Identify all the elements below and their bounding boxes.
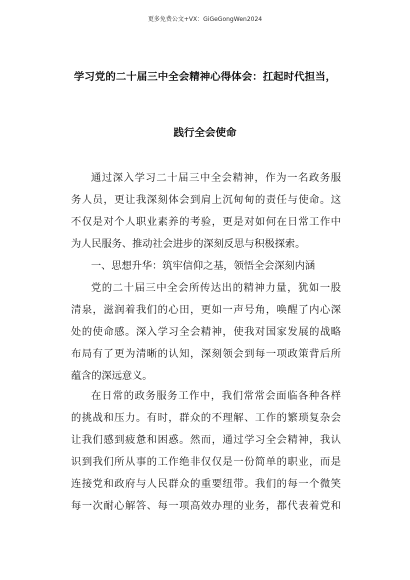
- paragraph-line: 通过深入学习二十届三中全会精神，作为一名政务服: [91, 173, 341, 184]
- paragraph-line: 的挑战和压力。有时，群众的不理解、工作的繁琐复杂会: [71, 413, 341, 424]
- paragraph-line: 让我们感到疲惫和困惑。然而，通过学习全会精神，我认: [71, 435, 341, 446]
- document-title-line-2: 践行全会使命: [173, 127, 237, 139]
- header-note: 更多免费公文+VX：GiGeGongWen2024: [147, 16, 263, 23]
- paragraph-line: 布局有了更为清晰的认知，深刻领会到每一项政策背后所: [71, 349, 341, 360]
- paragraph-line: 清泉，滋润着我们的心田，更如一声号角，唤醒了内心深: [71, 305, 341, 316]
- section-heading-text: 一、思想升华：筑牢信仰之基，领悟全会深刻内涵: [91, 261, 316, 272]
- paragraph-line: 为人民服务、推动社会进步的深刻反思与积极探索。: [71, 239, 306, 250]
- paragraph-line: 连接党和政府与人民群众的重要纽带。我们的每一个微笑: [71, 479, 341, 490]
- paragraph-line: 党的二十届三中全会所传达出的精神力量，犹如一股: [91, 283, 341, 294]
- paragraph-line: 蕴含的深远意义。: [71, 371, 153, 382]
- paragraph-line: 识到我们所从事的工作绝非仅仅是一份简单的职业，而是: [71, 457, 341, 468]
- paragraph-line: 每一次耐心解答、每一项高效办理的业务，都代表着党和: [71, 501, 341, 512]
- document-title-line-1: 学习党的二十届三中全会精神心得体会：扛起时代担当，: [73, 71, 337, 83]
- paragraph-line: 务人员，更让我深刻体会到肩上沉甸甸的责任与使命。这: [71, 195, 341, 206]
- paragraph-line: 在日常的政务服务工作中，我们常常会面临各种各样: [91, 391, 341, 402]
- paragraph-line: 处的使命感。深入学习全会精神，使我对国家发展的战略: [71, 327, 341, 338]
- paragraph-line: 不仅是对个人职业素养的考验，更是对如何在日常工作中: [71, 217, 341, 228]
